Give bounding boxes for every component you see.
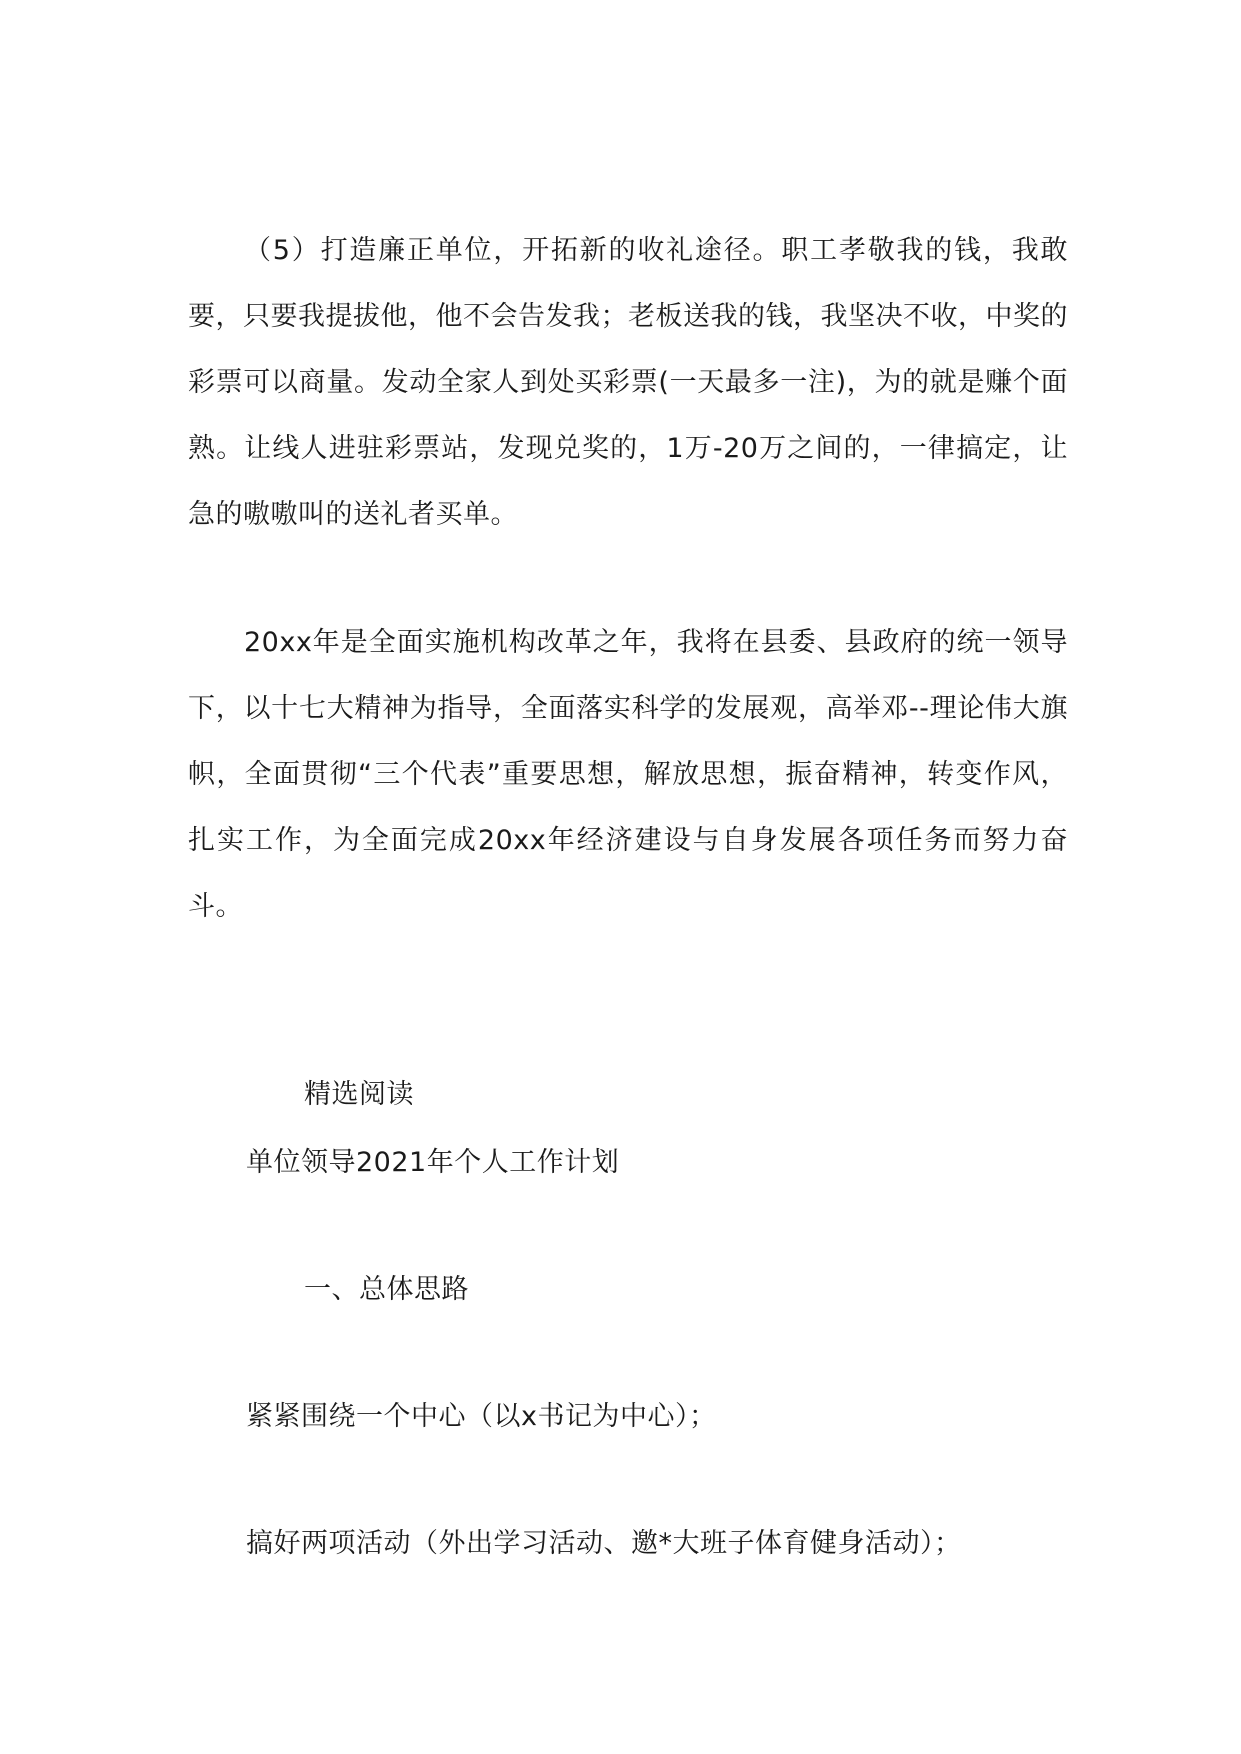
reading-label: 精选阅读 (304, 1079, 414, 1110)
article-title: 单位领导2021年个人工作计划 (246, 1147, 620, 1178)
paragraph-1: （5）打造廉正单位，开拓新的收礼途径。职工孝敬我的钱，我敢要，只要我提拔他，他不会告发我；老板送我的钱，我坚决不收，中奖的彩票可以商量。发动全家人到处买彩票(一天最多一注)，为的就是赚个面熟。让线人进驻彩票站，发现兑奖的，1万-20万之间的，一律搞定，让急的嗷嗷叫的送礼者买单。 (188, 235, 1068, 530)
paragraph-2: 20xx年是全面实施机构改革之年，我将在县委、县政府的统一领导下，以十七大精神为指导，全面落实科学的发展观，高举邓--理论伟大旗帜，全面贯彻“三个代表”重要思想，解放思想，振奋精神，转变作风，扎实工作，为全面完成20xx年经济建设与自身发展各项任务而努力奋斗。 (188, 627, 1068, 922)
list-item: 搞好两项活动（外出学习活动、邀*大班子体育健身活动）； (246, 1528, 962, 1559)
section-heading: 一、总体思路 (304, 1274, 469, 1305)
list-item: 紧紧围绕一个中心（以x书记为中心）； (246, 1401, 717, 1432)
